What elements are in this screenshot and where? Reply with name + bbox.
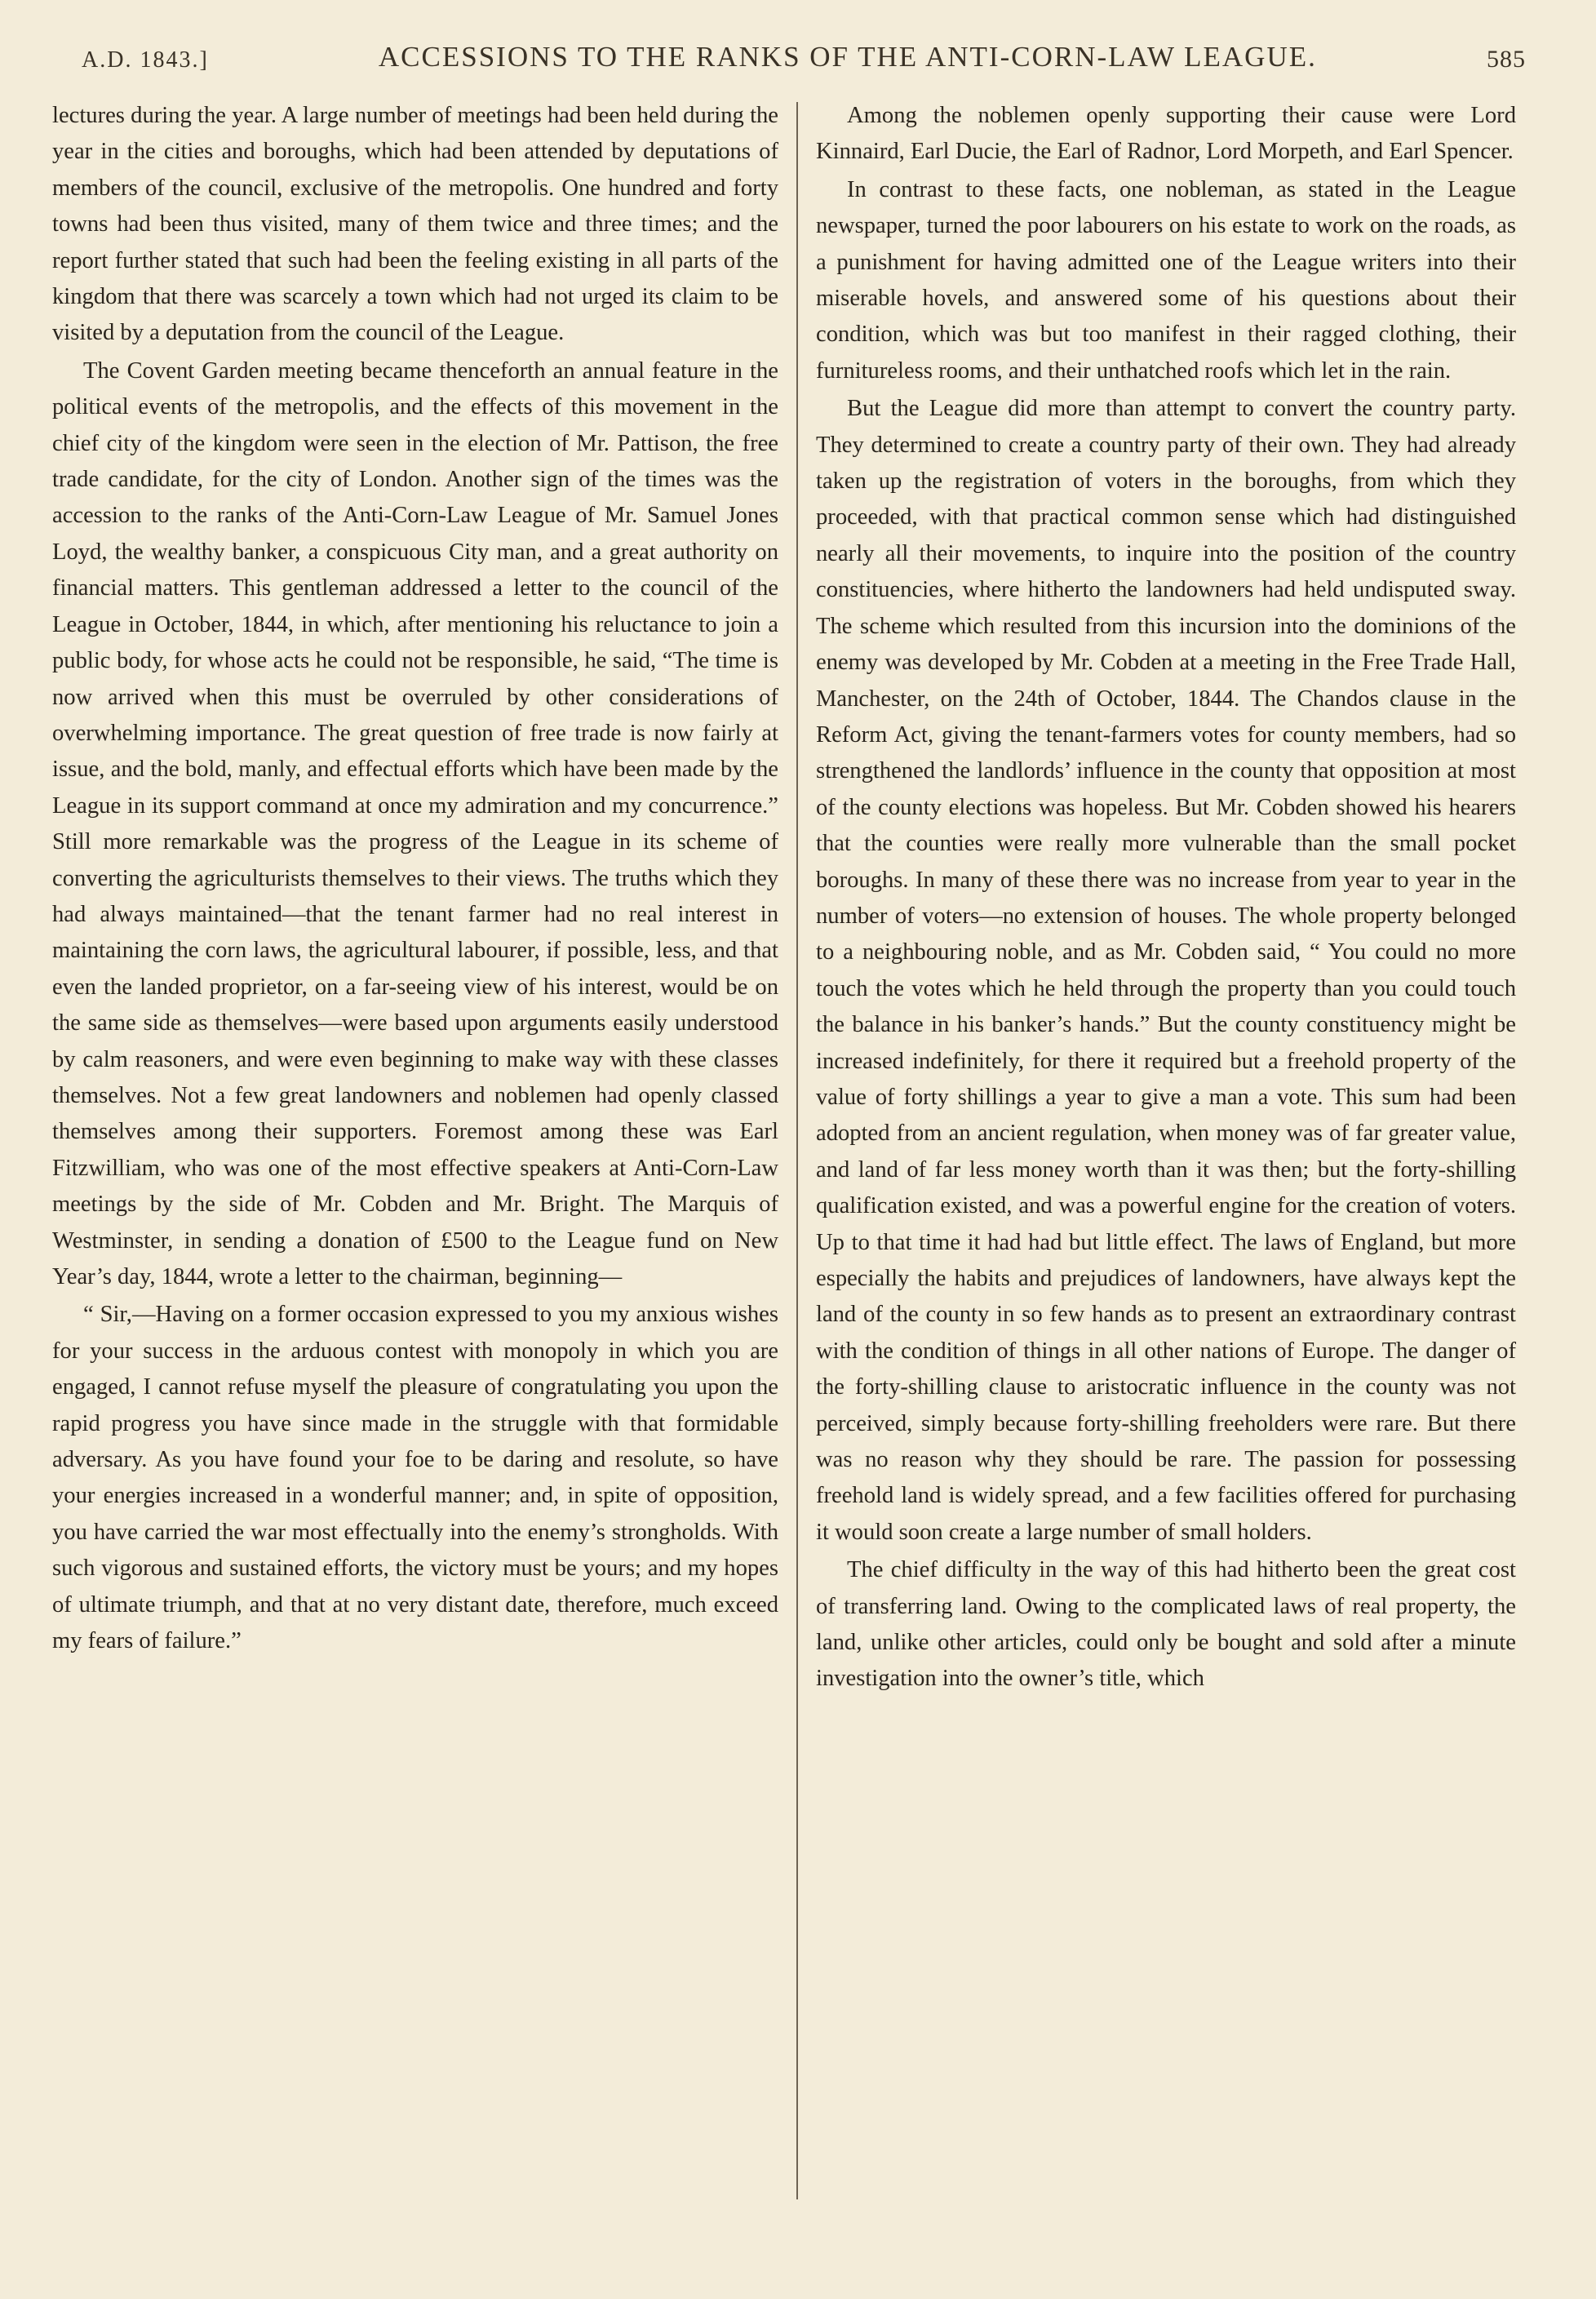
paragraph: Among the noblemen openly supporting their cause were Lord Kinnaird, Earl Ducie, the Earl of Radnor, Lord Morpeth, and Earl Spencer. xyxy=(816,103,1516,165)
quoted-letter: “ Sir,—Having on a former occasion expressed to you my anxious wishes for your success in the arduous contest with monopoly in which you are engaged, I cannot refuse myself the pleasure of congratulating you upon the rapid progress you have since made in the struggle with that formidable adversary. As you have found your foe to be daring and resolute, so have your energies increased in a wonderful manner; and, in spite of opposition, you have carried the war most effectually into the enemy’s strongholds. With such vigorous and sustained efforts, the victory must be yours; and my hopes of ultimate triumph, and that at no very distant date, therefore, much exceed my fears of failure.” xyxy=(52,1302,778,1654)
page-number: 585 xyxy=(1487,46,1526,73)
paragraph: The chief difficulty in the way of this had hitherto been the great cost of transferring land. Owing to the complicated laws of real property, the land, unlike other articles, could only be bought and sold after a minute investigation into the owner’s title, which xyxy=(816,1557,1516,1692)
left-column xyxy=(52,98,778,1661)
paragraph: In contrast to these facts, one nobleman, as stated in the League newspaper, turned the poor labourers on his estate to work on the roads, as a punishment for having admitted one of the League writers into their miserable hovels, and answered some of his questions about their condition, which was but too manifest in their ragged clothing, their furnitureless rooms, and their unthatched roofs which let in the rain. xyxy=(816,176,1516,384)
paragraph: lectures during the year. A large number of meetings had been held during the year in the cities and boroughs, which had been attended by deputations of members of the council, exclusive of the metropolis. One hundred and forty towns had been thus visited, many of them twice and three times; and the report further stated that such had been the feeling existing in all parts of the kingdom that there was scarcely a town which had not urged its claim to be visited by a deputation from the council of the League. xyxy=(52,103,778,346)
header-year: A.D. 1843.] xyxy=(82,47,209,73)
right-column xyxy=(816,98,1516,1699)
running-header xyxy=(82,24,1526,73)
header-title: ACCESSIONS TO THE RANKS OF THE ANTI-CORN-LAW LEAGUE. xyxy=(378,41,1317,73)
column-divider xyxy=(796,102,798,2199)
paragraph: The Covent Garden meeting became thenceforth an annual feature in the political events of the metropolis, and the effects of this movement in the chief city of the kingdom were seen in the election of Mr. Pattison, the free trade candidate, for the city of London. Another sign of the times was the accession to the ranks of the Anti-Corn-Law League of Mr. Samuel Jones Loyd, the wealthy banker, a conspicuous City man, and a great authority on financial matters. This gentleman addressed a letter to the council of the League in October, 1844, in which, after mentioning his reluctance to join a public body, for whose acts he could not be responsible, he said, “The time is now arrived when this must be overruled by other considerations of overwhelming importance. The great question of free trade is now fairly at issue, and the bold, manly, and effectual efforts which have been made by the League in its support command at once my admiration and my concurrence.” Still more remarkable was the progress of the League in its scheme of converting the agriculturists themselves to their views. The truths which they had always maintained—that the tenant farmer had no real interest in maintaining the corn laws, the agricultural labourer, if possible, less, and that even the landed proprietor, on a far-seeing view of his interest, would be on the same side as themselves—were based upon arguments easily understood by calm reasoners, and were even beginning to make way with these classes themselves. Not a few great landowners and noblemen had openly classed themselves among their supporters. Foremost among these was Earl Fitzwilliam, who was one of the most effective speakers at Anti-Corn-Law meetings by the side of Mr. Cobden and Mr. Bright. The Marquis of Westminster, in sending a donation of £500 to the League fund on New Year’s day, 1844, wrote a letter to the chairman, beginning— xyxy=(52,357,778,1289)
paragraph: But the League did more than attempt to convert the country party. They determined to create a country party of their own. They had already taken up the registration of voters in the boroughs, from which they proceeded, with that practical common sense which had distinguished nearly all their movements, to inquire into the position of the country constituencies, where hitherto the landowners had held undisputed sway. The scheme which resulted from this incursion into the dominions of the enemy was developed by Mr. Cobden at a meeting in the Free Trade Hall, Manchester, on the 24th of October, 1844. The Chandos clause in the Reform Act, giving the tenant-farmers votes for county members, had so strengthened the landlords’ influence in the county that opposition at most of the county elections was hopeless. But Mr. Cobden showed his hearers that the counties were really more vulnerable than the small pocket boroughs. In many of these there was no increase from year to year in the number of voters—no extension of houses. The whole property belonged to a neighbouring noble, and as Mr. Cobden said, “ You could no more touch the votes which he held through the property than you could touch the balance in his banker’s hands.” But the county constituency might be increased indefinitely, for there it required but a freehold property of the value of forty shillings a year to give a man a vote. This sum had been adopted from an ancient regulation, when money was of far greater value, and land of far less money worth than it was then; but the forty-shilling qualification existed, and was a powerful engine for the creation of voters. Up to that time it had had but little effect. The laws of England, but more especially the habits and prejudices of landowners, have always kept the land of the county in so few hands as to present an extraordinary contrast with the condition of things in all other nations of Europe. The danger of the forty-shilling clause to aristocratic influence in the county was not perceived, simply because forty-shilling freeholders were rare. But there was no reason why they should be rare. The passion for possessing freehold land is widely spread, and a few facilities offered for purchasing it would soon create a large number of small holders. xyxy=(816,396,1516,1545)
